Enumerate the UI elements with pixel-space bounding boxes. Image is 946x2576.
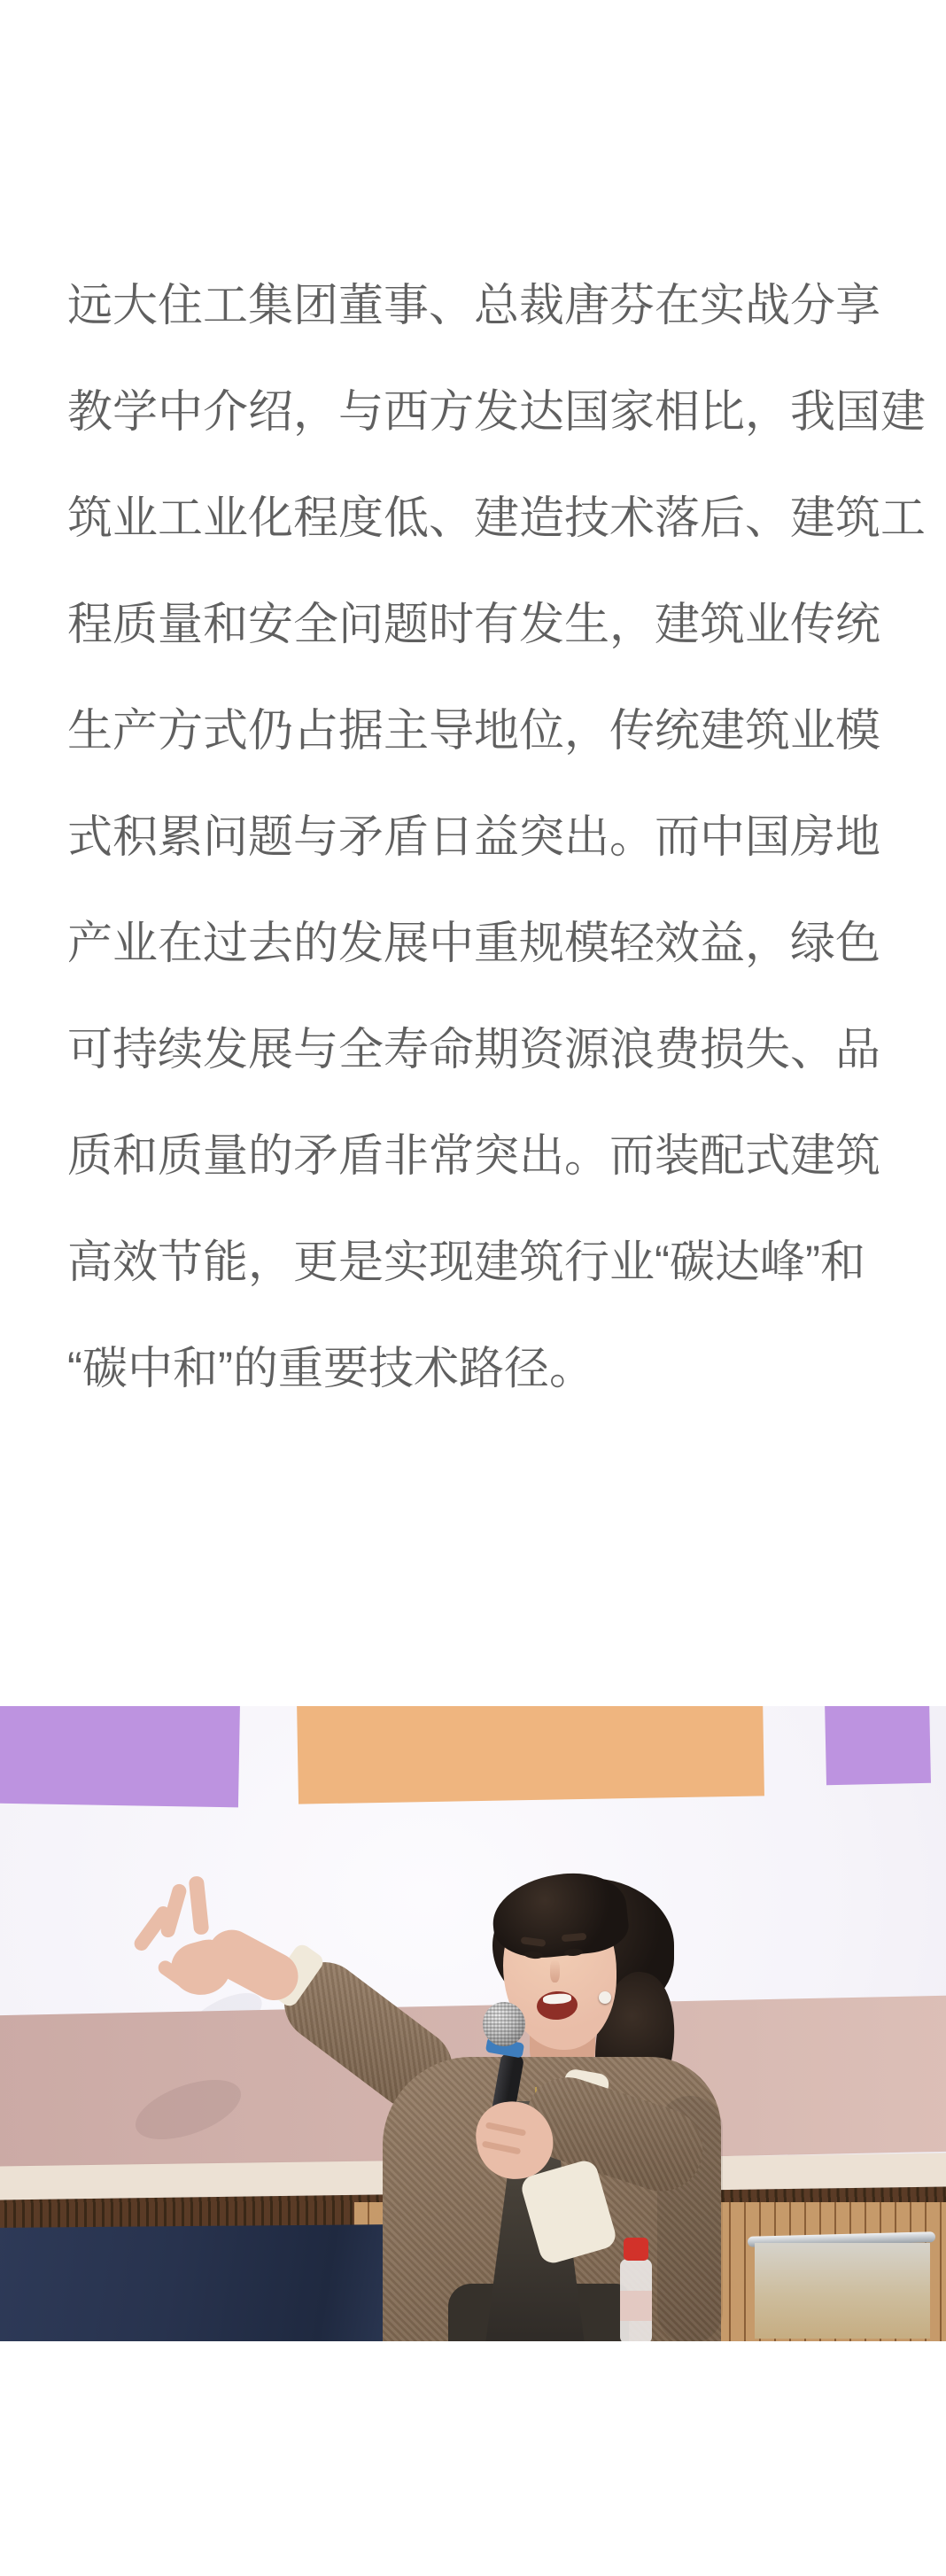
article-line: “碳中和”的重要技术路径。 [67,1343,594,1393]
water-bottle-label [620,2291,652,2321]
article-line: 教学中介绍，与西方发达国家相比，我国建 [67,386,927,437]
article-line: 远大住工集团董事、总裁唐芬在实战分享 [67,280,881,330]
article-line: 产业在过去的发展中重规模轻效益，绿色 [67,918,881,968]
water-bottle-cap [624,2238,648,2261]
article-line: 质和质量的矛盾非常突出。而装配式建筑 [67,1130,881,1181]
article-line: 可持续发展与全寿命期资源浪费损失、品 [67,1024,881,1075]
article-line: 生产方式仍占据主导地位，传统建筑业模 [67,705,881,756]
article-line: 高效节能，更是实现建筑行业“碳达峰”和 [67,1237,865,1287]
speaker-photo[interactable] [0,1706,946,2341]
water-bottle [0,1706,946,2341]
article-line: 式积累问题与矛盾日益突出。而中国房地 [67,811,881,862]
article-paragraph [67,252,927,1422]
article-line: 程质量和安全问题时有发生，建筑业传统 [67,599,881,649]
article-line: 筑业工业化程度低、建造技术落后、建筑工 [67,493,927,543]
